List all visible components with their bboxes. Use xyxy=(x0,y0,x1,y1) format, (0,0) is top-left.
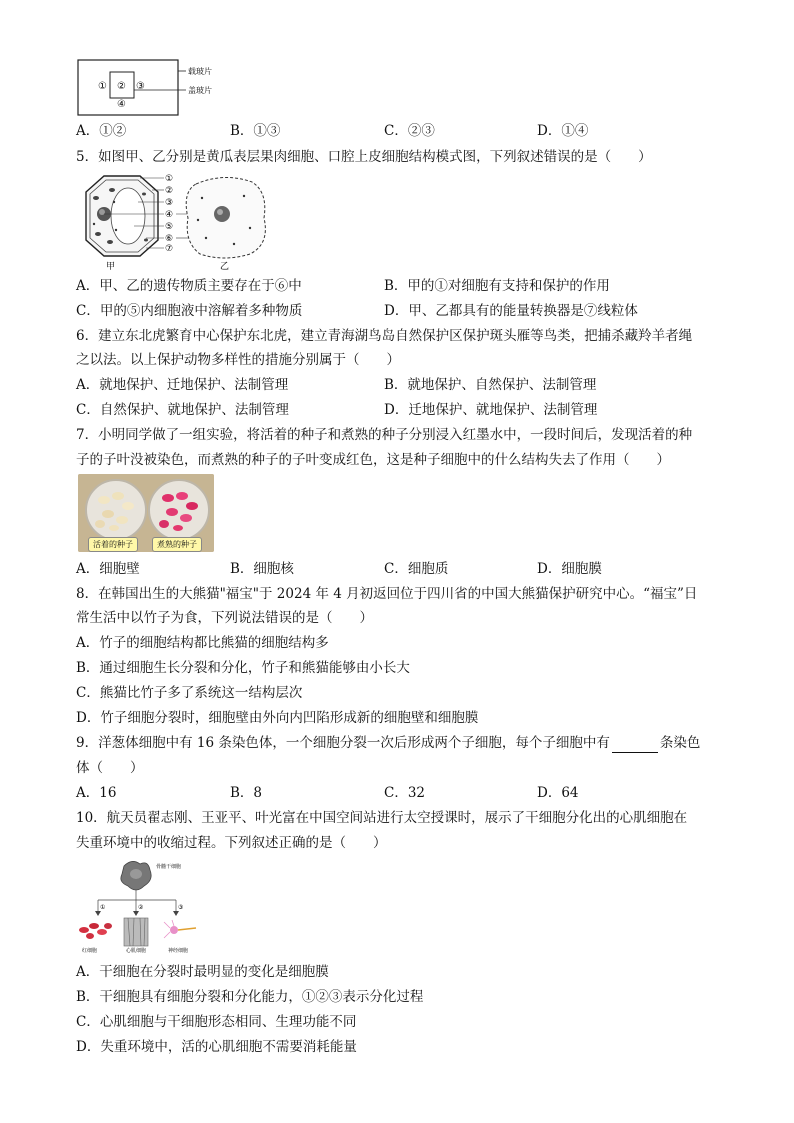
q7-option-b[interactable]: B．细胞核 xyxy=(230,561,294,577)
tag-live-seed: 活着的种子 xyxy=(88,537,138,552)
q8-stem-line2: 常生活中以竹子为食，下列说法错误的是（ ） xyxy=(76,610,373,626)
stem-cell-differentiation-diagram xyxy=(74,856,214,956)
q6-option-d[interactable]: D．迁地保护、就地保护、法制管理 xyxy=(384,402,598,418)
q8-option-b[interactable]: B．通过细胞生长分裂和分化，竹子和熊猫能够由小长大 xyxy=(76,660,410,676)
q4-option-b[interactable]: B．①③ xyxy=(230,123,281,139)
q10-option-d[interactable]: D．失重环境中，活的心肌细胞不需要消耗能量 xyxy=(76,1039,357,1055)
q7-option-d[interactable]: D．细胞膜 xyxy=(537,561,602,577)
label-cover: 盖玻片 xyxy=(188,86,212,95)
q5-option-d[interactable]: D．甲、乙都具有的能量转换器是⑦线粒体 xyxy=(384,303,638,319)
fig-label-3: ③ xyxy=(165,198,174,208)
q6-stem-line2: 之以法。以上保护动物多样性的措施分别属于（ ） xyxy=(76,352,400,368)
q4-option-d[interactable]: D．①④ xyxy=(537,123,589,139)
fig-label-4: ④ xyxy=(165,210,174,220)
fig-n1: ① xyxy=(100,904,106,911)
fig-label-1: ① xyxy=(165,174,174,184)
fig-label-2: ② xyxy=(165,186,174,196)
q6-option-a[interactable]: A．就地保护、迁地保护、法制管理 xyxy=(76,377,289,393)
circle-3: ③ xyxy=(136,81,145,92)
q9-option-b[interactable]: B．8 xyxy=(230,785,263,801)
q6-option-b[interactable]: B．就地保护、自然保护、法制管理 xyxy=(384,377,597,393)
fig-c3: 神经细胞 xyxy=(168,948,189,954)
q10-stem-line1: 10．航天员翟志刚、王亚平、叶光富在中国空间站进行太空授课时，展示了干细胞分化出的心肌细胞在 xyxy=(76,810,688,826)
q8-option-d[interactable]: D．竹子细胞分裂时，细胞壁由外向内凹陷形成新的细胞壁和细胞膜 xyxy=(76,710,479,726)
q4-option-a[interactable]: A．①② xyxy=(76,123,127,139)
q8-option-c[interactable]: C．熊猫比竹子多了系统这一结构层次 xyxy=(76,685,303,701)
label-slide: 载玻片 xyxy=(188,67,212,76)
q10-stem-line2: 失重环境中的收缩过程。下列叙述正确的是（ ） xyxy=(76,835,387,851)
fig-n2: ② xyxy=(138,904,144,911)
q5-option-a[interactable]: A．甲、乙的遗传物质主要存在于⑥中 xyxy=(76,278,302,294)
q9-stem-pre: 9．洋葱体细胞中有 16 条染色体，一个细胞分裂一次后形成两个子细胞，每个子细胞中有 xyxy=(76,735,610,751)
caption-jia: 甲 xyxy=(106,262,116,272)
q9-option-c[interactable]: C．32 xyxy=(384,785,426,801)
circle-2: ② xyxy=(117,81,126,92)
q9-stem-post: 条染色 xyxy=(659,735,701,751)
circle-4: ④ xyxy=(117,99,126,110)
fig-label-6: ⑥ xyxy=(165,234,174,244)
q10-option-c[interactable]: C．心肌细胞与干细胞形态相同、生理功能不同 xyxy=(76,1014,357,1030)
q6-stem-line1: 6．建立东北虎繁育中心保护东北虎，建立青海湖鸟岛自然保护区保护斑头雁等鸟类，把捕杀藏羚羊者绳 xyxy=(76,328,693,344)
fig-label-5: ⑤ xyxy=(165,222,174,232)
q9-option-a[interactable]: A．16 xyxy=(76,785,117,801)
q7-option-a[interactable]: A．细胞壁 xyxy=(76,561,140,577)
q8-option-a[interactable]: A．竹子的细胞结构都比熊猫的细胞结构多 xyxy=(76,635,329,651)
slide-diagram xyxy=(76,58,256,118)
q4-option-c[interactable]: C．②③ xyxy=(384,123,435,139)
circle-1: ① xyxy=(98,81,107,92)
q9-stem-line2: 体（ ） xyxy=(76,760,144,776)
q10-option-a[interactable]: A．干细胞在分裂时最明显的变化是细胞膜 xyxy=(76,964,329,980)
q7-stem-line1: 7．小明同学做了一组实验，将活着的种子和煮熟的种子分别浸入红墨水中，一段时间后，发现活着的种 xyxy=(76,427,693,443)
cell-structure-diagram xyxy=(74,170,274,274)
q5-option-c[interactable]: C．甲的⑤内细胞液中溶解着多种物质 xyxy=(76,303,303,319)
q9-stem-line1 xyxy=(76,733,700,753)
q9-blank xyxy=(612,738,658,753)
q7-stem-line2: 子的子叶没被染色，而煮熟的种子的子叶变成红色，这是种子细胞中的什么结构失去了作用（ ） xyxy=(76,452,670,468)
q9-option-d[interactable]: D．64 xyxy=(537,785,579,801)
q7-option-c[interactable]: C．细胞质 xyxy=(384,561,449,577)
fig-n3: ③ xyxy=(178,904,184,911)
q10-option-b[interactable]: B．干细胞具有细胞分裂和分化能力，①②③表示分化过程 xyxy=(76,989,424,1005)
fig-top-label: 骨髓干细胞 xyxy=(156,864,182,870)
q5-option-b[interactable]: B．甲的①对细胞有支持和保护的作用 xyxy=(384,278,610,294)
q8-stem-line1: 8．在韩国出生的大熊猫"福宝"于 2024 年 4 月初返回位于四川省的中国大熊猫保护研究中心。“福宝”日 xyxy=(76,586,698,602)
fig-c1: 红细胞 xyxy=(82,948,98,954)
fig-label-7: ⑦ xyxy=(165,244,174,254)
q5-stem: 5．如图甲、乙分别是黄瓜表层果肉细胞、口腔上皮细胞结构模式图，下列叙述错误的是（ ） xyxy=(76,149,652,165)
fig-c2: 心肌细胞 xyxy=(126,948,147,954)
q6-option-c[interactable]: C．自然保护、就地保护、法制管理 xyxy=(76,402,289,418)
tag-cooked-seed: 煮熟的种子 xyxy=(152,537,202,552)
caption-yi: 乙 xyxy=(220,262,230,272)
